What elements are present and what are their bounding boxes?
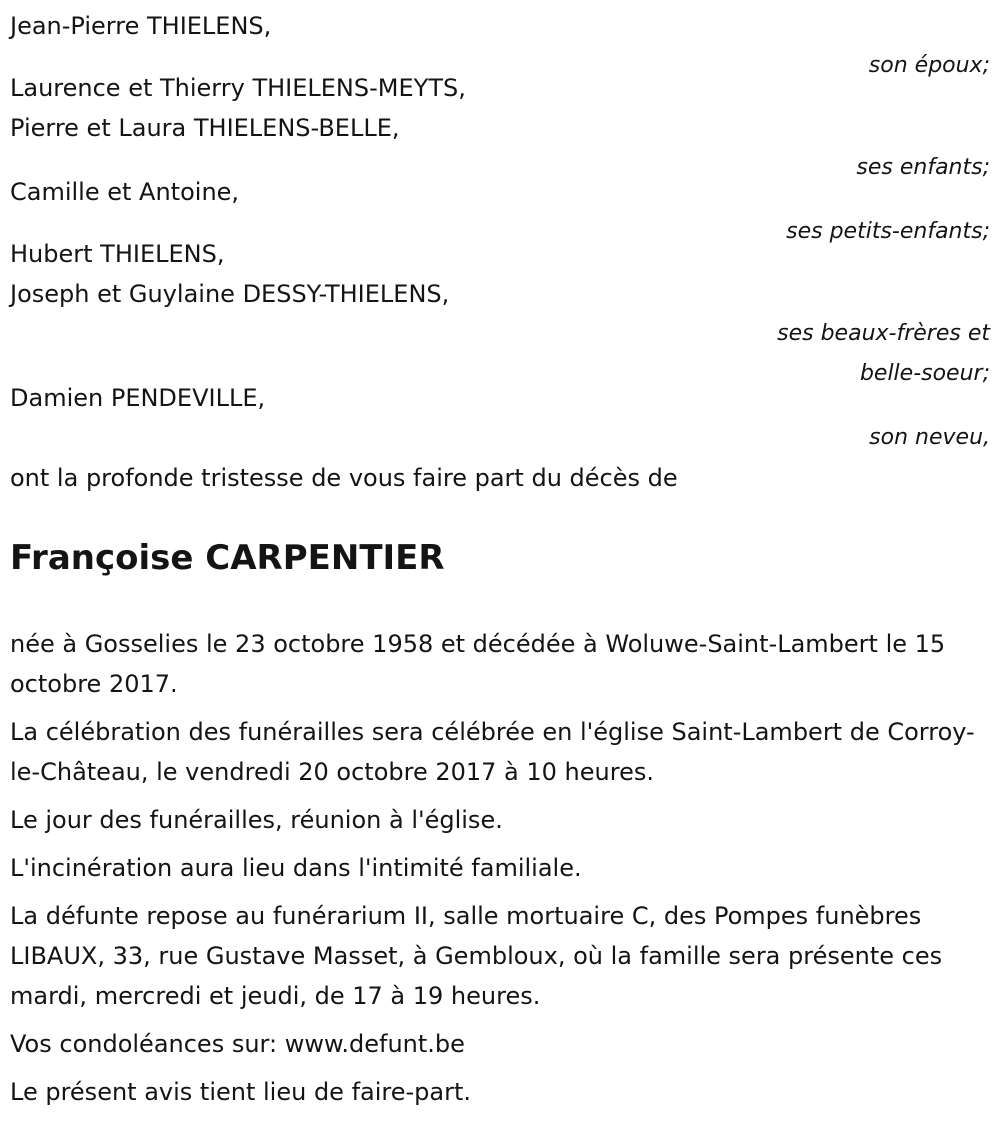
- relation-line: son neveu,: [869, 425, 990, 450]
- family-name-line: Laurence et Thierry THIELENS-MEYTS,: [10, 74, 466, 102]
- family-name-line: Jean-Pierre THIELENS,: [10, 12, 272, 40]
- family-group-children: [10, 68, 990, 188]
- meeting-info: Le jour des funérailles, réunion à l'église.: [10, 806, 503, 834]
- family-name-line: Hubert THIELENS,: [10, 240, 225, 268]
- relation-line: ses petits-enfants;: [786, 219, 990, 244]
- family-names: [10, 378, 990, 418]
- family-relation: [10, 418, 990, 458]
- announcement-intro: ont la profonde tristesse de vous faire part du décès de: [10, 464, 678, 492]
- family-group-in-laws: [10, 234, 990, 394]
- family-names: [10, 172, 990, 212]
- family-name-line: Pierre et Laura THIELENS-BELLE,: [10, 114, 400, 142]
- cremation-info: L'incinération aura lieu dans l'intimité familiale.: [10, 854, 582, 882]
- family-group-nephew: [10, 378, 990, 458]
- condolences-info: Vos condoléances sur: www.defunt.be: [10, 1030, 465, 1058]
- visitation-info: La défunte repose au funérarium II, salle mortuaire C, des Pompes funèbres LIBAUX, 33, rue Gustave Masset, à Gembloux, où la famille sera présente ces mardi, mercredi et jeudi, de 17 à 19 heures.: [10, 902, 943, 1010]
- family-name-line: Joseph et Guylaine DESSY-THIELENS,: [10, 280, 450, 308]
- relation-line: ses enfants;: [856, 155, 990, 180]
- family-names: [10, 234, 990, 314]
- notice-statement: Le présent avis tient lieu de faire-part.: [10, 1078, 472, 1106]
- family-name-line: Damien PENDEVILLE,: [10, 384, 266, 412]
- funeral-ceremony: La célébration des funérailles sera célébrée en l'église Saint-Lambert de Corroy-le-Château, le vendredi 20 octobre 2017 à 10 heures.: [10, 718, 975, 786]
- deceased-name: Françoise CARPENTIER: [10, 538, 445, 578]
- relation-line: ses beaux-frères et: [777, 321, 990, 346]
- relation-line: belle-soeur;: [859, 361, 990, 386]
- birth-death-dates: née à Gosselies le 23 octobre 1958 et décédée à Woluwe-Saint-Lambert le 15 octobre 2017.: [10, 630, 946, 698]
- family-names: [10, 6, 990, 46]
- relation-line: son époux;: [868, 53, 990, 78]
- family-names: [10, 68, 990, 148]
- notice-details: [10, 624, 984, 1112]
- family-name-line: Camille et Antoine,: [10, 178, 240, 206]
